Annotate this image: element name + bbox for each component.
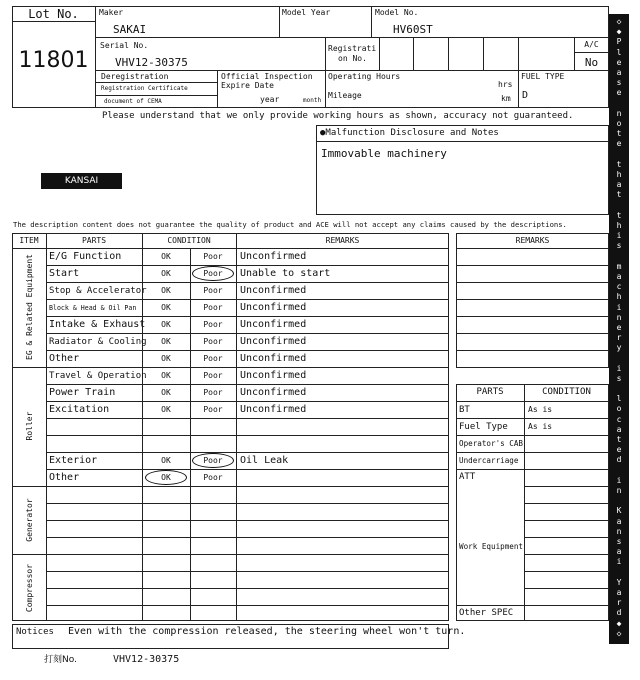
side-banner-char: t: [616, 435, 622, 445]
remark-value: Unconfirmed: [240, 404, 307, 415]
km-label: km: [501, 94, 511, 103]
ok-label: OK: [161, 269, 171, 278]
side-banner-char: n: [616, 108, 622, 118]
side-banner-char: ◇: [616, 17, 622, 26]
remark-value: Unconfirmed: [240, 370, 307, 381]
right-part-label: Other SPEC: [459, 608, 514, 618]
poor-label: Poor: [203, 354, 223, 363]
side-banner-char: t: [616, 210, 622, 220]
side-banner-char: s: [616, 241, 622, 251]
right-condition-value: As is: [528, 405, 553, 414]
side-banner-char: n: [616, 486, 622, 496]
right-part-label: BT: [459, 405, 470, 415]
part-label: Other: [49, 472, 80, 483]
side-banner-char: t: [616, 190, 622, 200]
mileage-label: Mileage: [328, 91, 362, 100]
notices-label: Notices: [16, 627, 54, 637]
engraving-value: VHV12-30375: [113, 654, 180, 665]
side-banner-char: m: [616, 261, 622, 271]
side-banner-char: o: [616, 118, 622, 128]
hours-disclaimer: Please understand that we only provide working hours as shown, accuracy not guaranteed.: [102, 111, 574, 121]
side-banner-char: a: [616, 424, 622, 434]
poor-label: Poor: [203, 473, 223, 482]
part-label: Stop & Accelerator: [49, 286, 147, 296]
deregistration-label: Deregistration: [101, 72, 169, 81]
remark-value: Unconfirmed: [240, 302, 307, 313]
side-banner-char: ◇: [616, 628, 622, 638]
poor-label: Poor: [203, 405, 223, 414]
ok-label: OK: [161, 303, 171, 312]
poor-label: Poor: [203, 388, 223, 397]
poor-label: Poor: [203, 252, 223, 261]
part-label: Other: [49, 353, 80, 364]
engraving-label: 打刻No.: [44, 655, 77, 665]
poor-label: Poor: [203, 337, 223, 346]
side-banner-char: e: [616, 139, 622, 149]
side-banner-char: e: [616, 445, 622, 455]
header-remarks: REMARKS: [325, 236, 360, 245]
group-generator: Generator: [25, 498, 34, 542]
side-banner-char: r: [616, 333, 622, 343]
side-banner-char: i: [616, 302, 622, 312]
side-banner-char: y: [616, 343, 622, 353]
right-condition-header: CONDITION: [542, 387, 591, 397]
part-label: Exterior: [49, 455, 98, 466]
inspection-label-2: Expire Date: [221, 81, 274, 90]
side-banner-char: r: [616, 598, 622, 608]
remark-value: Unconfirmed: [240, 319, 307, 330]
model-year-label: Model Year: [282, 8, 331, 17]
malfunction-text: Immovable machinery: [321, 147, 447, 160]
right-part-label: Operator's CAB: [459, 439, 524, 448]
maker-value: SAKAI: [113, 23, 147, 36]
cema-label: document of CEMA: [104, 98, 162, 105]
right-remarks-table: [456, 233, 609, 368]
poor-label: Poor: [203, 456, 223, 465]
part-label: Intake & Exhaust: [49, 319, 146, 330]
side-banner-char: K: [616, 506, 622, 516]
remark-value: Unconfirmed: [240, 285, 307, 296]
serial-label: Serial No.: [100, 41, 149, 50]
side-banner-char: n: [616, 312, 622, 322]
group-eg: EG & Related Equipment: [25, 254, 34, 360]
side-banner-char: c: [616, 282, 622, 292]
side-banner-char: e: [616, 57, 622, 67]
side-banner-char: l: [616, 394, 622, 404]
right-parts-header: PARTS: [476, 387, 504, 397]
side-banner-char: d: [616, 608, 622, 618]
ok-label: OK: [161, 405, 171, 414]
hrs-label: hrs: [498, 80, 513, 89]
side-banner-char: i: [616, 363, 622, 373]
side-banner-char: P: [616, 37, 622, 47]
side-banner-char: h: [616, 220, 622, 230]
model-no-value: HV60ST: [393, 23, 433, 36]
lot-number: 11801: [18, 48, 89, 73]
notices-text: Even with the compression released, the steering wheel won't turn.: [68, 626, 466, 637]
poor-label: Poor: [203, 320, 223, 329]
ok-label: OK: [161, 371, 171, 380]
poor-label: Poor: [203, 286, 223, 295]
side-banner-char: s: [616, 537, 622, 547]
selected-condition-circle: [192, 266, 234, 281]
right-part-label: Work Equipment: [459, 542, 524, 551]
side-banner-char: Y: [616, 577, 622, 587]
side-banner-char: h: [616, 292, 622, 302]
side-banner-char: n: [616, 526, 622, 536]
side-banner-char: d: [616, 455, 622, 465]
poor-label: Poor: [203, 371, 223, 380]
header-item: ITEM: [19, 236, 39, 245]
reg-certificate-label: Registration Certificate: [101, 85, 188, 92]
right-part-label: Fuel Type: [459, 422, 508, 432]
right-part-label: Undercarriage: [459, 456, 519, 465]
header-block: [12, 6, 609, 108]
operating-hours-label: Operating Hours: [328, 72, 401, 81]
right-remarks-header: REMARKS: [515, 236, 550, 245]
model-no-label: Model No.: [375, 8, 419, 17]
poor-label: Poor: [203, 269, 223, 278]
group-compressor: Compressor: [25, 563, 34, 613]
poor-label: Poor: [203, 303, 223, 312]
right-condition-value: As is: [528, 422, 553, 431]
part-label: Travel & Operation: [49, 371, 147, 381]
part-label: Radiator & Cooling: [49, 337, 147, 347]
side-banner-char: t: [616, 159, 622, 169]
ok-label: OK: [161, 286, 171, 295]
registration-label: Registrati: [328, 44, 377, 53]
side-banner-char: s: [616, 78, 622, 88]
remark-value: Unconfirmed: [240, 353, 307, 364]
side-banner-char: t: [616, 129, 622, 139]
right-part-label: ATT: [459, 472, 476, 482]
ok-label: OK: [161, 252, 171, 261]
side-banner-char: c: [616, 414, 622, 424]
group-roller: Roller: [25, 411, 34, 441]
part-label: Power Train: [49, 387, 116, 398]
fuel-type-label: FUEL TYPE: [521, 72, 565, 81]
inspection-label: Official Inspection: [221, 72, 313, 81]
side-banner-char: ◆: [616, 618, 622, 628]
side-banner-char: a: [616, 516, 622, 526]
ok-label: OK: [161, 320, 171, 329]
ok-label: OK: [161, 456, 171, 465]
remark-value: Unconfirmed: [240, 336, 307, 347]
ac-label: A/C: [584, 40, 599, 49]
lot-label: Lot No.: [28, 7, 79, 21]
header-condition: CONDITION: [167, 236, 211, 245]
side-banner-char: a: [616, 271, 622, 281]
selected-condition-circle: [192, 453, 234, 468]
year-label: year: [260, 95, 280, 104]
malfunction-title: ●Malfunction Disclosure and Notes: [320, 128, 499, 138]
remark-value: Oil Leak: [240, 455, 289, 466]
side-banner-char: i: [616, 557, 622, 567]
part-label: E/G Function: [49, 251, 122, 262]
side-banner-char: i: [616, 475, 622, 485]
malfunction-box: [316, 125, 609, 215]
part-label: Block & Head & Oil Pan: [49, 304, 137, 312]
side-banner-char: ◆: [616, 27, 622, 37]
side-banner-char: a: [616, 588, 622, 598]
registration-label-2: on No.: [338, 54, 367, 63]
side-banner-char: l: [616, 47, 622, 57]
quality-disclaimer: The description content does not guarantee the quality of product and ACE will not accept any claims caused by the descriptions.: [13, 220, 567, 229]
part-label: Excitation: [49, 404, 110, 415]
month-label: month: [303, 97, 322, 104]
side-banner-char: i: [616, 231, 622, 241]
ok-label: OK: [161, 354, 171, 363]
side-banner-char: s: [616, 373, 622, 383]
fuel-type-value: D: [522, 90, 529, 101]
side-banner-char: a: [616, 547, 622, 557]
ok-label: OK: [161, 473, 171, 482]
side-banner-char: h: [616, 169, 622, 179]
selected-condition-circle: [145, 470, 187, 485]
side-banner: [609, 14, 629, 644]
remark-value: Unconfirmed: [240, 387, 307, 398]
side-banner-char: a: [616, 67, 622, 77]
remark-value: Unable to start: [240, 268, 331, 279]
location-badge: KANSAI: [41, 173, 122, 189]
remark-value: Unconfirmed: [240, 251, 307, 262]
side-banner-char: e: [616, 322, 622, 332]
ok-label: OK: [161, 337, 171, 346]
ok-label: OK: [161, 388, 171, 397]
side-banner-char: o: [616, 404, 622, 414]
part-label: Start: [49, 268, 80, 279]
serial-value: VHV12-30375: [115, 56, 188, 69]
side-banner-char: e: [616, 88, 622, 98]
maker-label: Maker: [99, 8, 124, 17]
header-parts: PARTS: [81, 236, 107, 245]
side-banner-char: a: [616, 180, 622, 190]
ac-value: No: [584, 56, 599, 69]
